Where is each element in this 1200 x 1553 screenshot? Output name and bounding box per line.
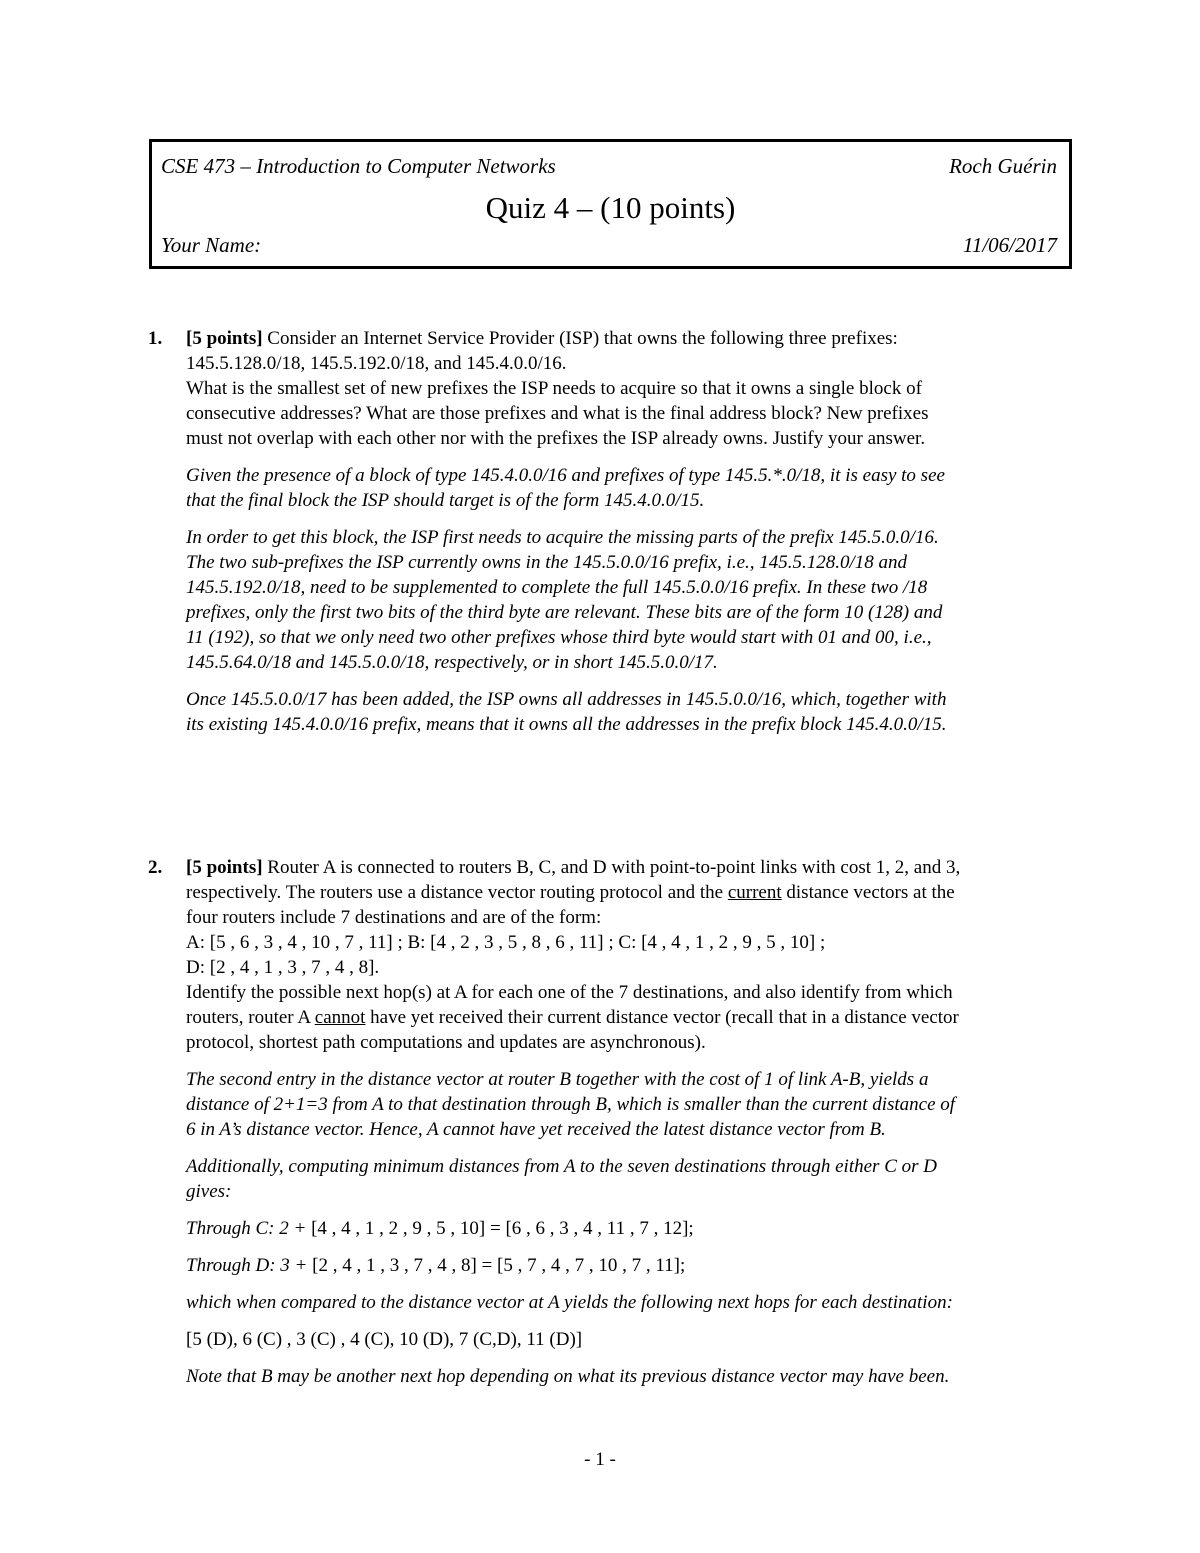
- course-title: CSE 473 – Introduction to Computer Networks: [161, 154, 556, 178]
- question-body: [186, 326, 1068, 737]
- question-text-line: [5 points] Router A is connected to routers B, C, and D with point-to-point links with cost 1, 2, and 3,: [186, 857, 961, 878]
- next-hops-line: [5 (D), 6 (C) , 3 (C) , 4 (C), 10 (D), 7 (C,D), 11 (D)]: [186, 1329, 583, 1350]
- question-text-line: protocol, shortest path computations and updates are asynchronous).: [186, 1032, 706, 1053]
- quiz-title: Quiz 4 – (10 points): [485, 190, 736, 225]
- question-body: [186, 855, 1068, 1389]
- question-text-line: consecutive addresses? What are those prefixes and what is the final address block? New prefixes: [186, 403, 929, 424]
- answer-line: its existing 145.4.0.0/16 prefix, means that it owns all the addresses in the prefix block 145.4.0.0/15.: [186, 714, 947, 735]
- question-2: [148, 855, 1068, 1389]
- answer-line: Given the presence of a block of type 145.4.0.0/16 and prefixes of type 145.5.*.0/18, it is easy to see: [186, 465, 945, 486]
- answer-line: which when compared to the distance vector at A yields the following next hops for each destination:: [186, 1292, 953, 1313]
- points-label: [5 points]: [186, 857, 263, 878]
- underlined-word: current: [727, 882, 782, 903]
- question-text-line: 145.5.128.0/18, 145.5.192.0/18, and 145.4.0.0/16.: [186, 353, 567, 374]
- answer-line: 11 (192), so that we only need two other prefixes whose third byte would start with 01 and 00, i.e.,: [186, 627, 932, 648]
- answer-line: 145.5.64.0/18 and 145.5.0.0/18, respectively, or in short 145.5.0.0/17.: [186, 652, 718, 673]
- answer-line: Once 145.5.0.0/17 has been added, the ISP owns all addresses in 145.5.0.0/16, which, together with: [186, 689, 947, 710]
- instructor-name: Roch Guérin: [949, 154, 1057, 178]
- distance-vectors-line: A: [5 , 6 , 3 , 4 , 10 , 7 , 11] ; B: [4 , 2 , 3 , 5 , 8 , 6 , 11] ; C: [4 , 4 , 1 , 2 , 9 , 5 , 10] ;: [186, 932, 826, 953]
- question-number: 1.: [148, 328, 163, 349]
- quiz-date: 11/06/2017: [962, 233, 1057, 257]
- question-text-line: What is the smallest set of new prefixes the ISP needs to acquire so that it owns a single block of: [186, 378, 922, 399]
- answer-line: gives:: [186, 1181, 232, 1202]
- answer-note: Note that B may be another next hop depending on what its previous distance vector may have been.: [186, 1366, 950, 1387]
- answer-line: that the final block the ISP should target is of the form 145.4.0.0/15.: [186, 490, 705, 511]
- name-label: Your Name:: [161, 233, 262, 257]
- question-text-line: Identify the possible next hop(s) at A for each one of the 7 destinations, and also identify from which: [186, 982, 953, 1003]
- answer-line: 6 in A’s distance vector. Hence, A cannot have yet received the latest distance vector from B.: [186, 1119, 886, 1140]
- through-c-line: Through C: 2 + [4 , 4 , 1 , 2 , 9 , 5 , 10] = [6 , 6 , 3 , 4 , 11 , 7 , 12];: [186, 1218, 694, 1239]
- through-d-line: Through D: 3 + [2 , 4 , 1 , 3 , 7 , 4 , 8] = [5 , 7 , 4 , 7 , 10 , 7 , 11];: [186, 1255, 686, 1276]
- answer-line: The two sub-prefixes the ISP currently owns in the 145.5.0.0/16 prefix, i.e., 145.5.128.0/18 and: [186, 552, 908, 573]
- answer-line: 145.5.192.0/18, need to be supplemented to complete the full 145.5.0.0/16 prefix. In these two /18: [186, 577, 928, 598]
- question-text-line: must not overlap with each other nor with the prefixes the ISP already owns. Justify your answer.: [186, 428, 926, 449]
- question-text-line: respectively. The routers use a distance vector routing protocol and the current distance vectors at the: [186, 882, 955, 903]
- question-number: 2.: [148, 857, 163, 878]
- answer-line: The second entry in the distance vector at router B together with the cost of 1 of link A-B, yields a: [186, 1069, 929, 1090]
- question-text-line: routers, router A cannot have yet received their current distance vector (recall that in a distance vector: [186, 1007, 959, 1028]
- answer-line: distance of 2+1=3 from A to that destination through B, which is smaller than the current distance of: [186, 1094, 956, 1115]
- page-number: - 1 -: [584, 1449, 616, 1470]
- answer-line: Additionally, computing minimum distances from A to the seven destinations through either C or D: [186, 1156, 937, 1177]
- question-text-line: four routers include 7 destinations and are of the form:: [186, 907, 602, 928]
- question-1: [148, 326, 1068, 737]
- answer-line: prefixes, only the first two bits of the third byte are relevant. These bits are of the form 10 (128) and: [186, 602, 943, 623]
- quiz-header-box: [149, 139, 1072, 269]
- underlined-word: cannot: [314, 1007, 366, 1028]
- points-label: [5 points]: [186, 328, 263, 349]
- question-text-line: [5 points] Consider an Internet Service Provider (ISP) that owns the following three prefixes:: [186, 328, 898, 349]
- answer-line: In order to get this block, the ISP first needs to acquire the missing parts of the prefix 145.5.0.0/16.: [186, 527, 939, 548]
- distance-vectors-line: D: [2 , 4 , 1 , 3 , 7 , 4 , 8].: [186, 957, 380, 978]
